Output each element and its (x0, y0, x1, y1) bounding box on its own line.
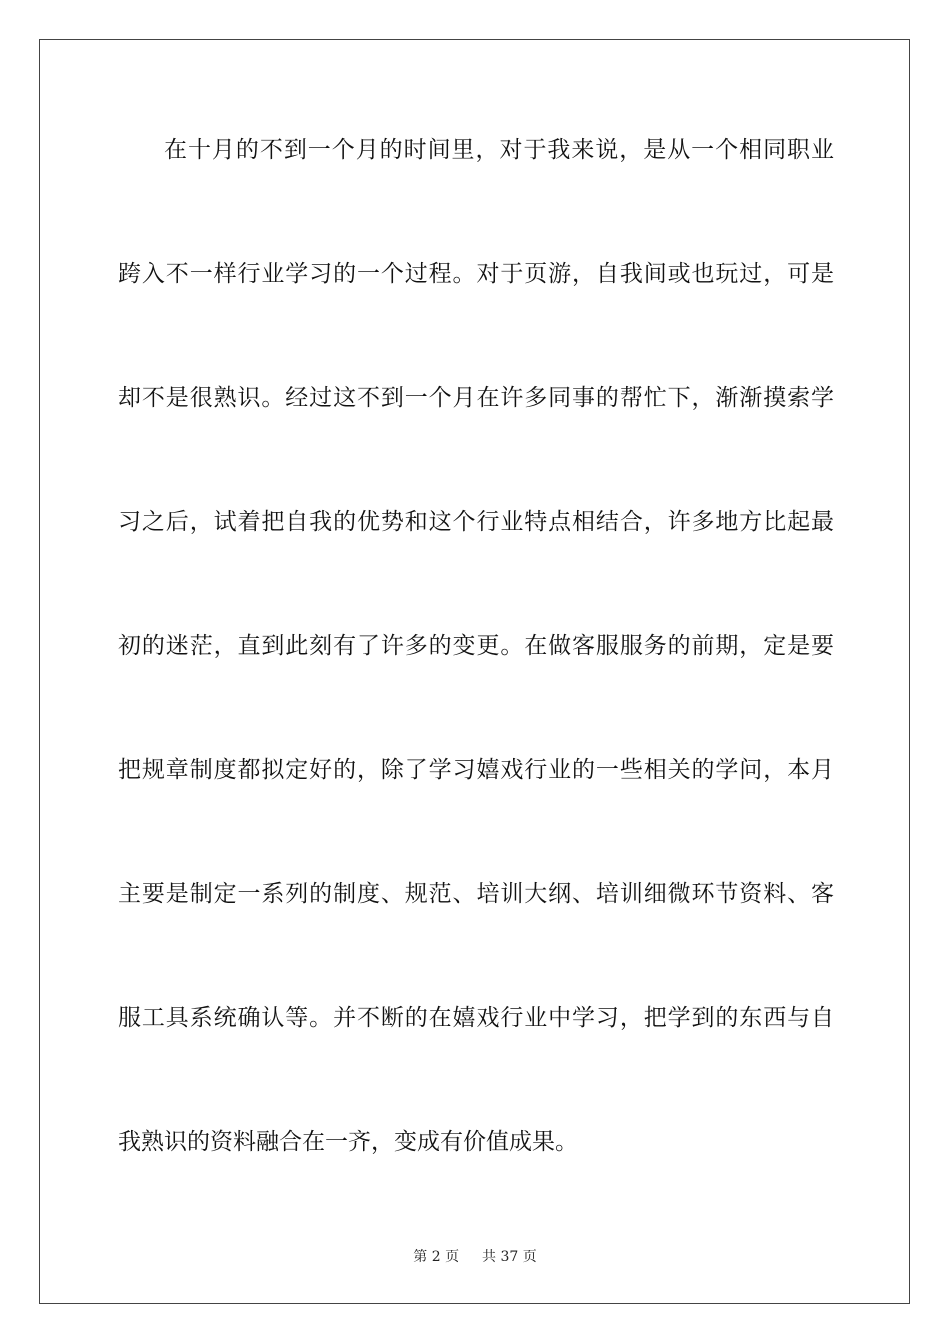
paragraph-line: 初的迷茫，直到此刻有了许多的变更。在做客服服务的前期，定是要 (118, 633, 834, 659)
page-number: 第 2 页 (413, 1249, 460, 1265)
paragraph-line: 我熟识的资料融合在一齐，变成有价值成果。 (118, 1129, 578, 1155)
page-total: 共 37 页 (482, 1249, 537, 1265)
paragraph-line: 习之后，试着把自我的优势和这个行业特点相结合，许多地方比起最 (118, 509, 834, 535)
page-border (39, 39, 910, 1304)
paragraph-line: 主要是制定一系列的制度、规范、培训大纲、培训细微环节资料、客 (118, 881, 834, 907)
paragraph-line: 服工具系统确认等。并不断的在嬉戏行业中学习，把学到的东西与自 (118, 1005, 834, 1031)
paragraph-line: 跨入不一样行业学习的一个过程。对于页游，自我间或也玩过，可是 (118, 261, 834, 287)
page-footer (0, 1248, 950, 1266)
paragraph-line: 却不是很熟识。经过这不到一个月在许多同事的帮忙下，渐渐摸索学 (118, 385, 834, 411)
paragraph-line: 在十月的不到一个月的时间里，对于我来说，是从一个相同职业 (164, 137, 834, 163)
paragraph-line: 把规章制度都拟定好的，除了学习嬉戏行业的一些相关的学问，本月 (118, 757, 834, 783)
